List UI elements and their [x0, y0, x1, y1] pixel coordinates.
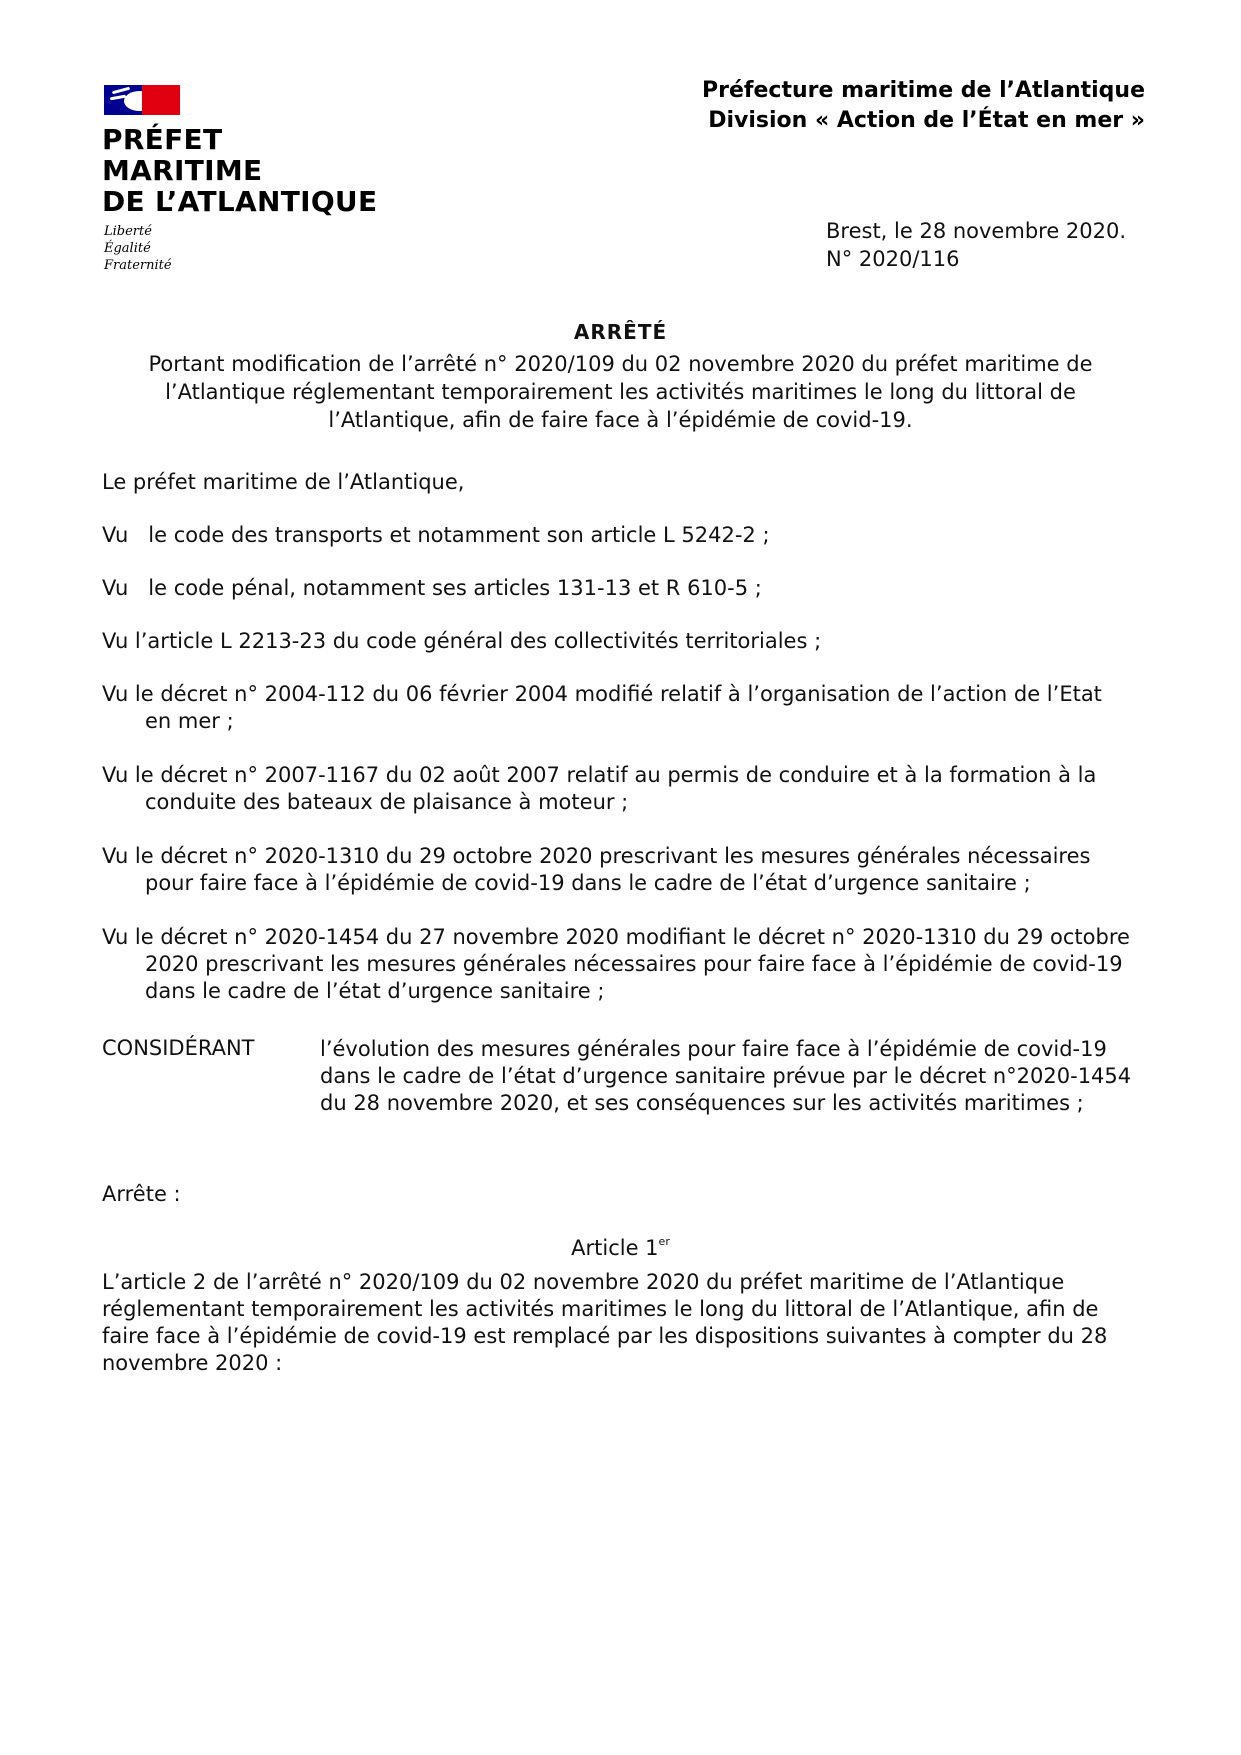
decree-number: N° 2020/116	[826, 247, 960, 271]
vu-line: dans le cadre de l’état d’urgence sanitaire ;	[145, 979, 605, 1003]
subject-line: Portant modification de l’arrêté n° 2020/109 du 02 novembre 2020 du préfet maritime de	[148, 352, 1093, 376]
marianne-logo	[104, 85, 180, 115]
vu-line: pour faire face à l’épidémie de covid-19 dans le cadre de l’état d’urgence sanitaire ;	[145, 871, 1031, 895]
vu-line: en mer ;	[145, 709, 234, 733]
vu-line: Vu le décret n° 2007-1167 du 02 août 2007 relatif au permis de conduire et à la formation à la	[102, 763, 1097, 787]
vu-text: le code pénal, notamment ses articles 131-13 et R 610-5 ;	[148, 576, 762, 600]
vu-item	[102, 575, 762, 602]
article-title-text: Article 1	[571, 1236, 659, 1260]
motto-line: Égalité	[104, 241, 151, 256]
article-line: réglementant temporairement les activités maritimes le long du littoral de l’Atlantique, afin de	[102, 1297, 1099, 1321]
considerant-line: dans le cadre de l’état d’urgence sanitaire prévue par le décret n°2020-1454	[320, 1064, 1132, 1088]
date-line: Brest, le 28 novembre 2020.	[826, 219, 1127, 243]
office-name: Préfecture maritime de l’Atlantique	[702, 78, 1145, 103]
article-line: L’article 2 de l’arrêté n° 2020/109 du 02 novembre 2020 du préfet maritime de l’Atlantique	[102, 1270, 1065, 1294]
vu-item	[102, 762, 1096, 816]
vu-line: Vu le décret n° 2020-1454 du 27 novembre 2020 modifiant le décret n° 2020-1310 du 29 octobre	[102, 925, 1130, 949]
intro-line: Le préfet maritime de l’Atlantique,	[102, 470, 465, 494]
article-title-sup: er	[658, 1235, 670, 1248]
subject-line: l’Atlantique réglementant temporairement les activités maritimes le long du littoral de	[165, 380, 1076, 404]
arrete-label: Arrête :	[102, 1182, 181, 1206]
article-line: faire face à l’épidémie de covid-19 est remplacé par les dispositions suivantes à compter du 28	[102, 1324, 1108, 1348]
vu-item	[102, 924, 1130, 1005]
institution-name	[102, 124, 377, 217]
considerant-line: du 28 novembre 2020, et ses conséquences sur les activités maritimes ;	[320, 1091, 1084, 1115]
date-block	[826, 217, 1126, 273]
republic-motto	[104, 223, 172, 274]
vu-line: conduite des bateaux de plaisance à moteur ;	[145, 790, 629, 814]
vu-item	[102, 628, 821, 655]
office-header	[702, 76, 1145, 136]
vu-line: Vu le décret n° 2020-1310 du 29 octobre 2020 prescrivant les mesures générales nécessaires	[102, 844, 1091, 868]
vu-item	[102, 681, 1140, 735]
article-title	[0, 1235, 1241, 1260]
considerant-label: CONSIDÉRANT	[102, 1036, 255, 1060]
subject-line: l’Atlantique, afin de faire face à l’épidémie de covid-19.	[328, 408, 913, 432]
vu-line-justified: Vu le décret n° 2004-112 du 06 février 2004 modifié relatif à l’organisation de l’action de l’Etat	[102, 682, 1102, 706]
vu-item	[102, 843, 1090, 897]
document-subject	[100, 350, 1141, 434]
vu-line: 2020 prescrivant les mesures générales nécessaires pour faire face à l’épidémie de covid-19	[145, 952, 1123, 976]
considerant-line: l’évolution des mesures générales pour faire face à l’épidémie de covid-19	[320, 1037, 1107, 1061]
document-heading: ARRÊTÉ	[573, 320, 668, 344]
vu-prefix: Vu	[102, 576, 129, 600]
article-line: novembre 2020 :	[102, 1351, 283, 1375]
motto-line: Fraternité	[104, 258, 172, 273]
article-body	[102, 1269, 1107, 1377]
vu-prefix: Vu	[102, 523, 129, 547]
institution-line: DE L’ATLANTIQUE	[102, 185, 378, 218]
motto-line: Liberté	[104, 224, 152, 239]
office-division: Division « Action de l’État en mer »	[708, 108, 1145, 133]
vu-item	[102, 522, 770, 549]
vu-text: Vu l’article L 2213-23 du code général des collectivités territoriales ;	[102, 629, 822, 653]
institution-line: MARITIME	[102, 154, 263, 187]
considerant-text	[320, 1036, 1131, 1117]
vu-text: le code des transports et notamment son article L 5242-2 ;	[148, 523, 770, 547]
institution-line: PRÉFET	[102, 123, 223, 156]
